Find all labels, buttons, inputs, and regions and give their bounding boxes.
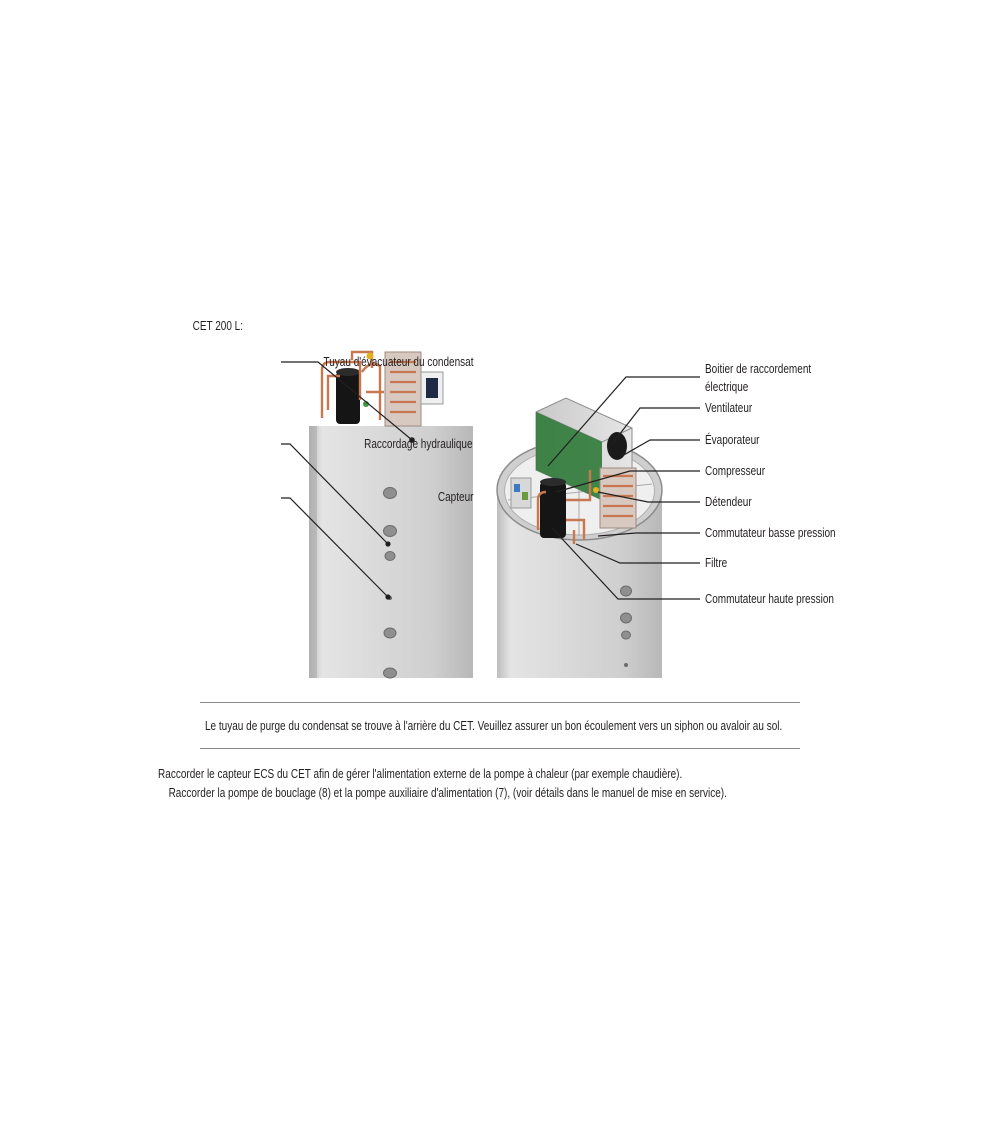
callout-compressor: Compresseur (705, 464, 766, 478)
callout-hydraulic-connection: Raccordage hydraulique (364, 437, 473, 451)
note-top-rule (200, 702, 800, 703)
callout-high-pressure-switch: Commutateur haute pression (705, 592, 834, 606)
body-line-2: Raccorder la pompe de bouclage (8) et la pompe auxiliaire d'alimentation (7), (voir détails dans le manuel de mise en service). (168, 786, 727, 800)
callout-fan: Ventilateur (705, 401, 753, 415)
page-content (157, 0, 836, 1125)
callout-condensate-pipe: Tuyau d'évacuateur du condensat (323, 355, 473, 369)
note-bottom-rule (200, 748, 800, 749)
callout-electrical-box-line2: électrique (705, 380, 749, 394)
condensate-note: Le tuyau de purge du condensat se trouve à l'arrière du CET. Veuillez assurer un bon écoulement vers un siphon ou avaloir au sol. (205, 719, 783, 733)
callout-low-pressure-switch: Commutateur basse pression (705, 526, 836, 540)
body-line-1: Raccorder le capteur ECS du CET afin de gérer l'alimentation externe de la pompe à chaleur (par exemple chaudière). (157, 767, 682, 781)
callout-evaporator: Évaporateur (705, 433, 760, 447)
callout-sensor: Capteur (437, 490, 473, 504)
callout-filter: Filtre (705, 556, 728, 570)
callout-electrical-box: Boitier de raccordement (705, 362, 812, 376)
callout-expansion-valve: Détendeur (705, 495, 752, 509)
section-title: CET 200 L: (192, 319, 243, 333)
